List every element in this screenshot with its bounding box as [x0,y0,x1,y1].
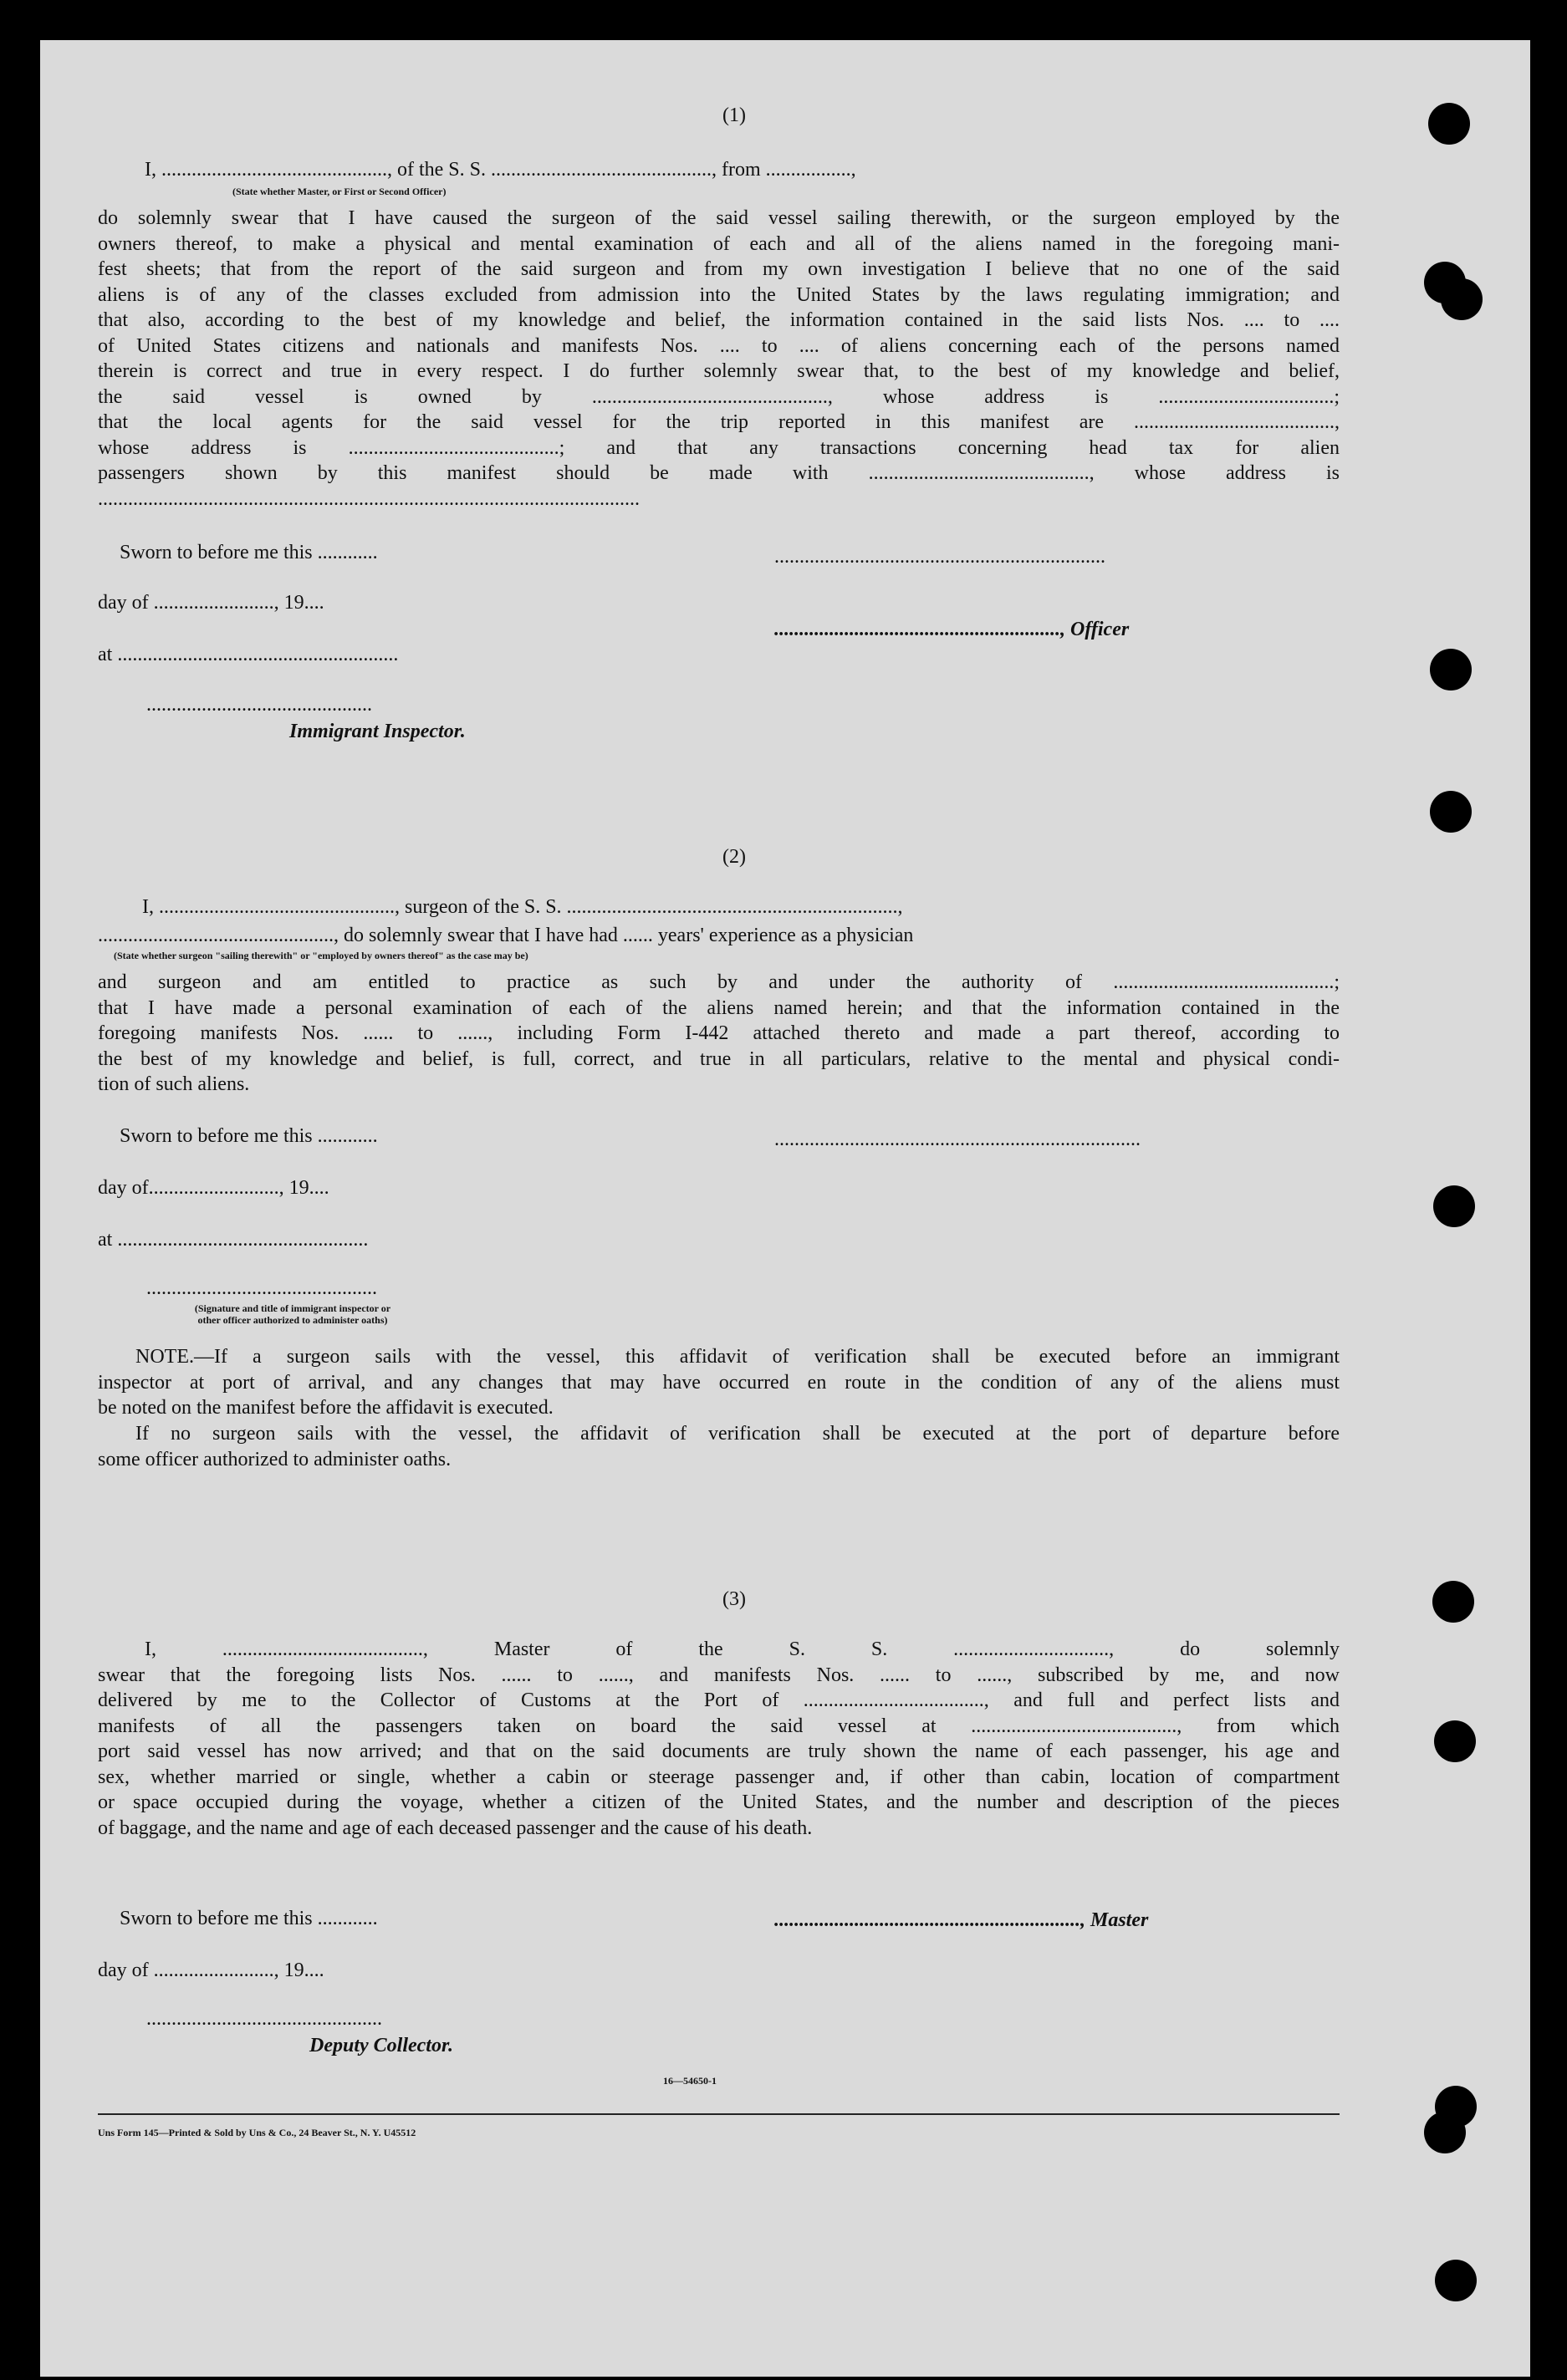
section1-day-of: day of ........................, 19.... [98,592,324,614]
binder-hole [1424,2112,1466,2153]
section1-line: ............................................................................................................ [98,487,640,510]
section2-line: the best of my knowledge and belief, is full, correct, and true in all particulars, relative to the mental and physical condi- [98,1047,1340,1070]
binder-hole [1433,1185,1475,1227]
note-line: be noted on the manifest before the affidavit is executed. [98,1397,554,1419]
printer-imprint: Uns Form 145—Printed & Sold by Uns & Co., 24 Beaver St., N. Y. U45512 [98,2127,416,2138]
binder-hole [1434,1720,1476,1762]
note-line: If no surgeon sails with the vessel, the affidavit of verification shall be executed at the port of departure before [135,1423,1340,1445]
note-line: inspector at port of arrival, and any changes that may have occurred en route in the condition of any of the aliens must [98,1371,1340,1394]
collector-label: Deputy Collector. [309,2035,453,2056]
officer-line: ........................................................., Officer [774,619,1130,640]
binder-hole [1430,649,1472,691]
section1-oath-line: I, ............................................., of the S. S. ............................................, from ................., [145,159,856,181]
section1-body [98,206,1340,512]
section1-signature-dots: .................................................................. [774,546,1105,568]
section1-line: that the local agents for the said vessel for the trip reported in this manifest are ........................................, [98,411,1340,433]
section1-line: passengers shown by this manifest should be made with ............................................, whose address is [98,462,1340,484]
section2-line: that I have made a personal examination of each of the aliens named herein; and that the information contained in the [98,996,1340,1019]
section3-line: sex, whether married or single, whether a cabin or steerage passenger and, if other than cabin, location of compartment [98,1766,1340,1788]
section3-day-of: day of ........................, 19.... [98,1960,324,1981]
binder-hole [1430,791,1472,833]
section3-line: manifests of all the passengers taken on board the said vessel at ........................................., from which [98,1715,1340,1737]
section3-line: delivered by me to the Collector of Customs at the Port of ...................................., and full and perfect lists and [98,1689,1340,1711]
footer-rule [98,2113,1340,2115]
section1-line: therein is correct and true in every respect. I do further solemnly swear that, to the best of my knowledge and belief, [98,360,1340,382]
note-paragraph [98,1344,1340,1421]
note2-paragraph [98,1421,1340,1472]
section3-line: swear that the foregoing lists Nos. ...... to ......, and manifests Nos. ...... to ......, subscribed by me, and now [98,1664,1340,1686]
section2-signature-dots: ......................................................................... [774,1129,1141,1150]
section3-line: port said vessel has now arrived; and that on the said documents are truly shown the name of each passenger, his age and [98,1740,1340,1762]
section2-line2: ..............................................., do solemnly swear that I have had ...... years' experience as a physician [98,925,914,946]
section2-day-of: day of.........................., 19.... [98,1177,329,1199]
section2-line: tion of such aliens. [98,1073,250,1095]
section1-number: (1) [722,104,746,126]
inspector-dots: ............................................. [146,694,372,716]
binder-hole [1432,1581,1474,1623]
binder-hole [1428,103,1470,145]
section3-line: I, ........................................, Master of the S. S. ..............................., do solemnly [145,1638,1340,1660]
section2-number: (2) [722,846,746,868]
section1-line: whose address is ..........................................; and that any transactions concerning head tax for alien [98,436,1340,459]
note-line: NOTE.—If a surgeon sails with the vessel, this affidavit of verification shall be executed before an immigrant [135,1346,1340,1368]
section1-line: owners thereof, to make a physical and mental examination of each and all of the aliens named in the foregoing mani- [98,232,1340,255]
section1-sworn: Sworn to before me this ............ [120,542,378,563]
section2-body [98,970,1340,1098]
section3-line: of baggage, and the name and age of each deceased passenger and the cause of his death. [98,1817,813,1839]
section2-line1: I, ..............................................., surgeon of the S. S. .................................................................., [142,896,903,918]
section2-sworn: Sworn to before me this ............ [120,1125,378,1147]
form-code: 16—54650-1 [663,2075,717,2087]
section2-line: foregoing manifests Nos. ...... to ......, including Form I-442 attached thereto and made a part thereof, according to [98,1022,1340,1044]
section3-number: (3) [722,1588,746,1610]
collector-dots: ............................................... [146,2008,382,2030]
section2-line: and surgeon and am entitled to practice as such by and under the authority of ............................................; [98,971,1340,993]
section3-line: or space occupied during the voyage, whether a citizen of the United States, and the number and description of the pieces [98,1791,1340,1813]
surgeon-note: (State whether surgeon "sailing therewith" or "employed by owners thereof" as the case may be) [114,950,528,961]
section1-line: the said vessel is owned by ..............................................., whose address is ...................................; [98,385,1340,408]
signature-note: (Signature and title of immigrant inspector or [194,1302,391,1314]
inspector-label: Immigrant Inspector. [289,721,466,742]
binder-hole [1435,2260,1477,2301]
section1-line: do solemnly swear that I have caused the surgeon of the said vessel sailing therewith, or the surgeon employed by the [98,207,1340,229]
section1-at: at ........................................................ [98,644,399,665]
note-line: some officer authorized to administer oaths. [98,1448,452,1470]
signature-note: other officer authorized to administer oaths) [197,1314,388,1326]
section1-line: that also, according to the best of my knowledge and belief, the information contained in the said lists Nos. .... to .... [98,309,1340,331]
officer-note: (State whether Master, or First or Second Officer) [232,186,447,197]
section1-line: fest sheets; that from the report of the said surgeon and from my own investigation I believe that no one of the said [98,258,1340,280]
master-line: ............................................................., Master [774,1909,1149,1931]
section1-line: aliens is of any of the classes excluded from admission into the United States by the laws regulating immigration; and [98,283,1340,306]
section2-at: at .................................................. [98,1229,369,1251]
section3-sworn: Sworn to before me this ............ [120,1908,378,1929]
form-page [40,40,1530,2377]
section3-body [98,1637,1340,1841]
section2-inspector-dots: .............................................. [146,1277,377,1299]
section1-line: of United States citizens and nationals and manifests Nos. .... to .... of aliens concerning each of the persons named [98,334,1340,357]
binder-hole [1441,278,1483,320]
